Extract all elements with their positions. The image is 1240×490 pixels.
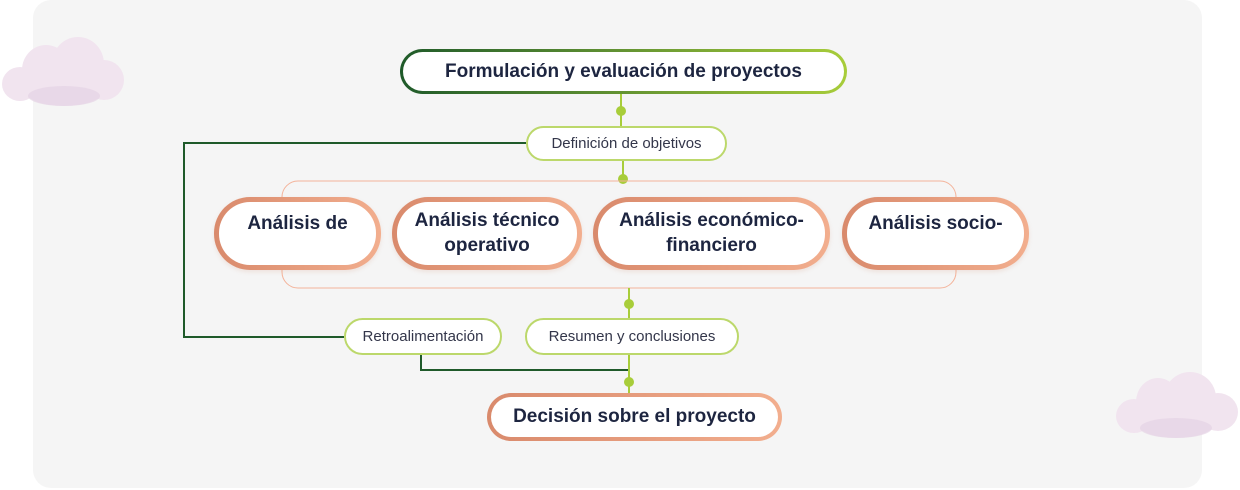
decision-box: Decisión sobre el proyecto (487, 393, 782, 441)
summary-label: Resumen y conclusiones (525, 318, 739, 355)
analysis-box-3: Análisis económico-financiero (593, 197, 830, 270)
connector-dot (618, 174, 628, 184)
objectives-label: Definición de objetivos (526, 126, 727, 161)
feedback-to-decision-line (421, 355, 629, 370)
analysis-box-2: Análisis técnico operativo (392, 197, 582, 270)
connector-dot (624, 299, 634, 309)
analysis-box-4: Análisis socio- (842, 197, 1029, 270)
analysis-box-1: Análisis de (214, 197, 381, 270)
connector-dot (624, 377, 634, 387)
connector-dot (616, 106, 626, 116)
feedback-label: Retroalimentación (344, 318, 502, 355)
main-title-box: Formulación y evaluación de proyectos (400, 49, 847, 94)
